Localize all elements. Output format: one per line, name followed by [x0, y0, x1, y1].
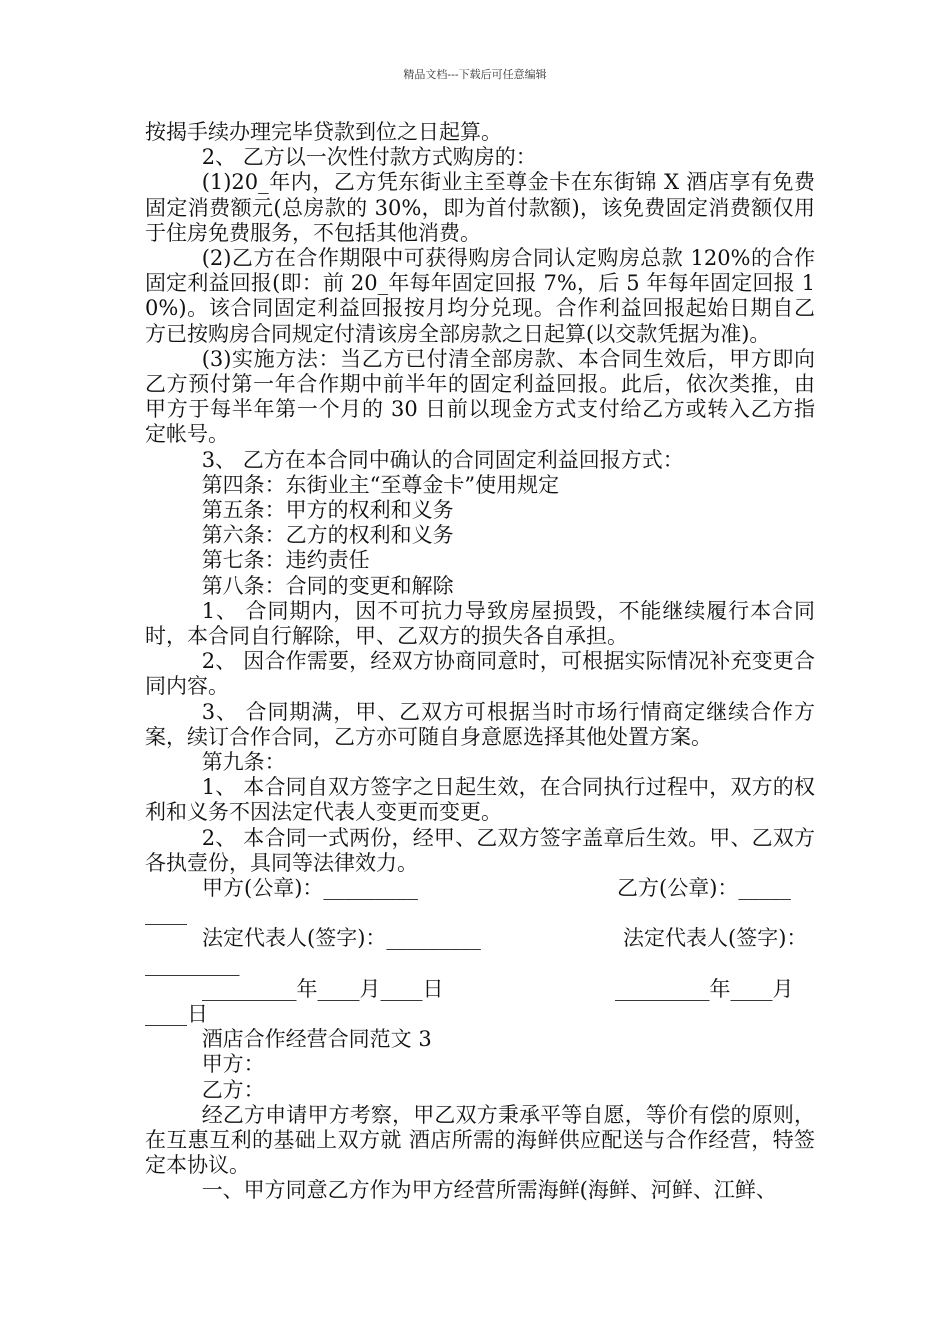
- paragraph: 按揭手续办理完毕贷款到位之日起算。: [145, 120, 502, 144]
- paragraph: (2)乙方在合作期限中可获得购房合同认定购房总款 120%的合作固定利益回报(即：前 20_年每年固定回报 7%，后 5 年每年固定回报 10%)。该合同固定利益回报按月均分兑现。合作利益回报起始日期自乙方已按购房合同规定付清该房全部房款之日起算(以交款凭据为准)。: [145, 246, 815, 346]
- party-a-seal: 甲方(公章)：_________: [202, 876, 418, 901]
- paragraph: (1)20_年内，乙方凭东街业主至尊金卡在东街锦 X 酒店享有免费固定消费额元(总房款的 30%，即为首付款额)，该免费固定消费额仅用于住房免费服务，不包括其他消费。: [145, 170, 815, 245]
- party-a-label: 甲方：: [201, 1052, 265, 1077]
- party-a-date: _________年____月____日: [202, 976, 444, 1001]
- paragraph: 一、甲方同意乙方作为甲方经营所需海鲜(海鲜、河鲜、江鲜、: [201, 1178, 777, 1203]
- paragraph: 2、 本合同一式两份，经甲、乙双方签字盖章后生效。甲、乙双方各执壹份，具同等法律效力。: [145, 825, 815, 875]
- signature-date-row-cont: [145, 1002, 815, 1027]
- article-heading: 第七条：违约责任: [201, 548, 370, 573]
- party-b-seal-continued: ____: [145, 901, 187, 926]
- signature-rep-row-cont: [145, 952, 815, 977]
- party-b-date-continued: ____日: [145, 1002, 208, 1027]
- section-title: 酒店合作经营合同范文 3: [201, 1027, 432, 1052]
- article-heading: 第四条：东街业主“至尊金卡”使用规定: [201, 472, 560, 497]
- paragraph: 2、 因合作需要，经双方协商同意时，可根据实际情况补充变更合同内容。: [145, 649, 815, 699]
- signature-date-row: [145, 977, 815, 1002]
- article-heading: 第八条：合同的变更和解除: [201, 573, 454, 598]
- article-heading: 第九条：: [201, 750, 286, 775]
- party-b-representative-continued: _________: [145, 951, 240, 976]
- article-heading: 第六条：乙方的权利和义务: [201, 523, 454, 548]
- party-b-representative: 法定代表人(签字)：: [623, 926, 808, 951]
- document-body: [145, 120, 815, 1204]
- signature-rep-row: [145, 926, 815, 951]
- paragraph: 3、 乙方在本合同中确认的合同固定利益回报方式：: [201, 447, 684, 472]
- paragraph: 3、 合同期满，甲、乙双方可根据当时市场行情商定继续合作方案，续订合作合同，乙方亦可随自身意愿选择其他处置方案。: [145, 699, 815, 749]
- signature-seal-row: [145, 876, 815, 901]
- page-header: 精品文档---下载后可任意编辑: [403, 68, 547, 81]
- paragraph: 经乙方申请甲方考察，甲乙双方秉承平等自愿，等价有偿的原则，在互惠互利的基础上双方就 酒店所需的海鲜供应配送与合作经营，特签定本协议。: [145, 1102, 815, 1178]
- paragraph: 1、 合同期内，因不可抗力导致房屋损毁，不能继续履行本合同时，本合同自行解除，甲、乙双方的损失各自承担。: [145, 598, 815, 649]
- party-b-date: _________年____月: [615, 976, 794, 1001]
- paragraph: (3)实施方法：当乙方已付清全部房款、本合同生效后，甲方即向乙方预付第一年合作期中前半年的固定利益回报。此后，依次类推，由甲方于每半年第一个月的 30 日前以现金方式支付给乙方或转入乙方指定帐号。: [145, 346, 815, 447]
- paragraph: 2、 乙方以一次性付款方式购房的：: [201, 145, 537, 170]
- paragraph: 1、 本合同自双方签字之日起生效，在合同执行过程中，双方的权利和义务不因法定代表人变更而变更。: [145, 775, 815, 825]
- party-a-representative: 法定代表人(签字)：_________: [202, 926, 481, 951]
- party-b-label: 乙方：: [201, 1077, 265, 1102]
- party-b-seal: 乙方(公章)：_____: [617, 876, 791, 901]
- signature-seal-row-cont: [145, 901, 815, 926]
- article-heading: 第五条：甲方的权利和义务: [201, 498, 454, 523]
